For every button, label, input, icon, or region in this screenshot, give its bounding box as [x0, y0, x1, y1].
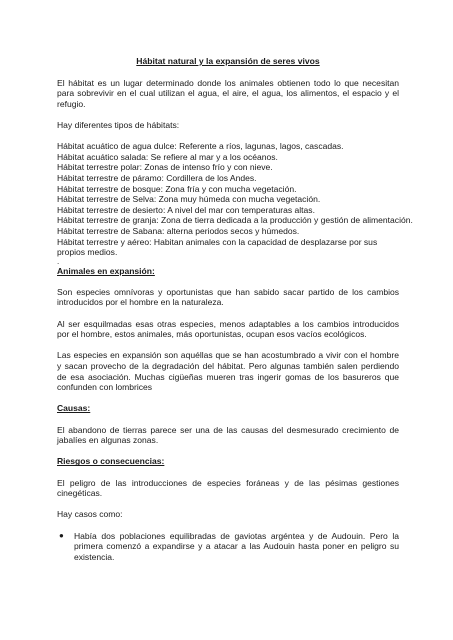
risks-heading: Riesgos o consecuencias:	[57, 456, 165, 467]
document-body	[57, 56, 413, 562]
habitat-item: Hábitat terrestre de desierto: A nivel del mar con temperaturas altas.	[57, 204, 315, 215]
cases-list	[57, 531, 399, 563]
expansion-paragraph: Son especies omnívoras y oportunistas que han sabido sacar partido de los cambios introducidos por el hombre en la naturaleza.	[57, 286, 399, 308]
spacer	[57, 109, 399, 120]
habitat-item: Hábitat terrestre de Selva: Zona muy húmeda con mucha vegetación.	[57, 194, 321, 205]
causes-heading: Causas:	[57, 403, 91, 414]
habitat-item: Hábitat terrestre de páramo: Cordillera de los Andes.	[57, 172, 257, 183]
expansion-heading: Animales en expansión:	[57, 265, 155, 276]
spacer	[57, 446, 399, 457]
spacer	[57, 308, 399, 319]
spacer	[57, 340, 399, 351]
spacer	[57, 499, 399, 510]
expansion-paragraph: Al ser esquilmadas esas otras especies, menos adaptables a los cambios introducidos por el hombre, estos animales, más oportunistas, ocupan esos vacíos ecológicos.	[57, 318, 399, 340]
document-title: Hábitat natural y la expansión de seres vivos	[136, 56, 320, 66]
bullet-icon: ●	[59, 530, 64, 540]
spacer	[57, 276, 399, 287]
stray-dot: .	[57, 256, 60, 266]
expansion-paragraph: Las especies en expansión son aquéllas que se han acostumbrado a vivir con el hombre y sacan provecho de la degradación del hábitat. Pero algunas también salen perdiendo de esa asociación. Muchas cigüeñas mueren tras ingerir gomas de los basureros que confunden con lombrices	[57, 350, 399, 393]
habitat-item: Hábitat terrestre polar: Zonas de intenso frío y con nieve.	[57, 162, 273, 173]
risks-paragraph: El peligro de las introducciones de especies foráneas y de las pésimas gestiones cinegéticas.	[57, 477, 399, 499]
spacer	[57, 520, 399, 531]
spacer	[57, 393, 399, 404]
intro-paragraph: El hábitat es un lugar determinado donde los animales obtienen todo lo que necesitan para sobrevivir en el cual utilizan el agua, el aire, el agua, los alimentos, el espacio y el refugio.	[57, 77, 399, 109]
spacer	[57, 467, 399, 478]
spacer	[57, 414, 399, 425]
habitat-intro: Hay diferentes tipos de hábitats:	[57, 119, 180, 130]
list-item-text: Había dos poblaciones equilibradas de gaviotas argéntea y de Audouin. Pero la primera comenzó a expandirse y a atacar a las Audouin hasta poner en peligro su existencia.	[74, 530, 399, 562]
causes-paragraph: El abandono de tierras parece ser una de las causas del desmesurado crecimiento de jabalíes en algunas zonas.	[57, 424, 399, 446]
habitat-item: Hábitat terrestre y aéreo: Habitan animales con la capacidad de desplazarse por sus propios medios.	[57, 236, 378, 258]
habitat-list	[57, 141, 413, 258]
habitat-item: Hábitat acuático salada: Se refiere al mar y a los océanos.	[57, 151, 278, 162]
habitat-item: Hábitat terrestre de granja: Zona de tierra dedicada a la producción y gestión de alimentación.	[57, 215, 413, 226]
habitat-item: Hábitat terrestre de bosque: Zona fría y con mucha vegetación.	[57, 183, 297, 194]
spacer	[57, 131, 399, 142]
habitat-item: Hábitat acuático de agua dulce: Referente a ríos, lagunas, lagos, cascadas.	[57, 141, 344, 152]
list-item	[57, 531, 399, 563]
cases-intro: Hay casos como:	[57, 509, 123, 520]
habitat-item: Hábitat terrestre de Sabana: alterna periodos secos y húmedos.	[57, 225, 300, 236]
